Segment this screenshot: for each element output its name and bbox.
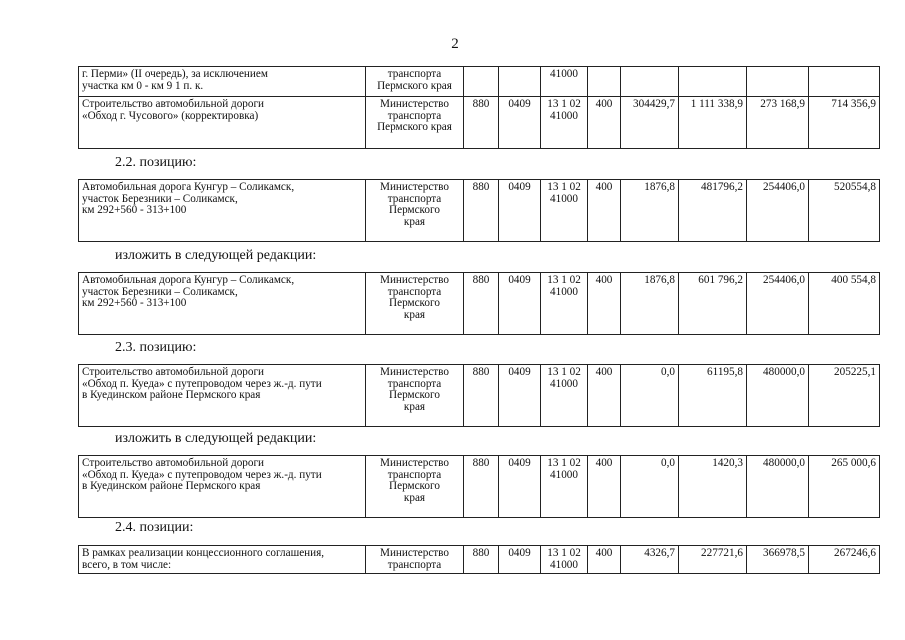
- description-cell: Строительство автомобильной дороги «Обход п. Куеда» с путепроводом через ж.-д. пути в Куединском районе Пермского края: [79, 365, 366, 427]
- code-cell: 880: [464, 456, 499, 518]
- expense-type-cell: 400: [588, 365, 621, 427]
- value-cell: 366978,5: [747, 546, 809, 574]
- description-cell: Автомобильная дорога Кунгур – Соликамск, участок Березники – Соликамск, км 292+560 - 313+100: [79, 180, 366, 242]
- expense-type-cell: 400: [588, 456, 621, 518]
- ministry-cell: Министерство транспорта: [366, 546, 464, 574]
- table-row: [79, 456, 880, 518]
- value-cell: 4326,7: [621, 546, 679, 574]
- table-row: [79, 67, 880, 97]
- value-cell: 265 000,6: [809, 456, 880, 518]
- table-row: [79, 273, 880, 335]
- value-cell: 714 356,9: [809, 97, 880, 149]
- target-code-cell: 13 1 02 41000: [541, 97, 588, 149]
- value-cell: 0,0: [621, 456, 679, 518]
- section-heading-2-4: 2.4. позиции:: [115, 520, 194, 535]
- page-number: 2: [451, 36, 459, 52]
- target-code-cell: 13 1 02 41000: [541, 365, 588, 427]
- budget-table-1: [78, 66, 880, 149]
- section-cell: 0409: [499, 97, 541, 149]
- value-cell: [747, 67, 809, 97]
- expense-type-cell: [588, 67, 621, 97]
- value-cell: 520554,8: [809, 180, 880, 242]
- ministry-cell: Министерство транспорта Пермского края: [366, 273, 464, 335]
- value-cell: 267246,6: [809, 546, 880, 574]
- value-cell: 205225,1: [809, 365, 880, 427]
- new-edition-heading-2: изложить в следующей редакции:: [115, 431, 317, 446]
- ministry-cell: Министерство транспорта Пермского края: [366, 97, 464, 149]
- section-cell: 0409: [499, 546, 541, 574]
- value-cell: 1876,8: [621, 273, 679, 335]
- expense-type-cell: 400: [588, 546, 621, 574]
- expense-type-cell: 400: [588, 273, 621, 335]
- value-cell: 1420,3: [679, 456, 747, 518]
- target-code-cell: 13 1 02 41000: [541, 546, 588, 574]
- description-cell: В рамках реализации концессионного соглашения, всего, в том числе:: [79, 546, 366, 574]
- section-cell: 0409: [499, 456, 541, 518]
- table-row: [79, 365, 880, 427]
- value-cell: 61195,8: [679, 365, 747, 427]
- value-cell: 400 554,8: [809, 273, 880, 335]
- code-cell: 880: [464, 273, 499, 335]
- value-cell: [679, 67, 747, 97]
- value-cell: 1876,8: [621, 180, 679, 242]
- ministry-cell: Министерство транспорта Пермского края: [366, 456, 464, 518]
- code-cell: [464, 67, 499, 97]
- value-cell: 254406,0: [747, 180, 809, 242]
- budget-table-3: [78, 272, 880, 335]
- expense-type-cell: 400: [588, 180, 621, 242]
- code-cell: 880: [464, 180, 499, 242]
- table-row: [79, 546, 880, 574]
- expense-type-cell: 400: [588, 97, 621, 149]
- value-cell: 481796,2: [679, 180, 747, 242]
- budget-table-4: [78, 364, 880, 427]
- code-cell: 880: [464, 365, 499, 427]
- target-code-cell: 13 1 02 41000: [541, 456, 588, 518]
- section-cell: 0409: [499, 365, 541, 427]
- value-cell: 0,0: [621, 365, 679, 427]
- target-code-cell: 13 1 02 41000: [541, 180, 588, 242]
- description-cell: Автомобильная дорога Кунгур – Соликамск, участок Березники – Соликамск, км 292+560 - 313+100: [79, 273, 366, 335]
- value-cell: 227721,6: [679, 546, 747, 574]
- section-cell: 0409: [499, 180, 541, 242]
- value-cell: 480000,0: [747, 365, 809, 427]
- target-code-cell: 13 1 02 41000: [541, 273, 588, 335]
- section-cell: 0409: [499, 273, 541, 335]
- ministry-cell: Министерство транспорта Пермского края: [366, 180, 464, 242]
- section-heading-2-2: 2.2. позицию:: [115, 155, 197, 170]
- code-cell: 880: [464, 546, 499, 574]
- code-cell: 880: [464, 97, 499, 149]
- value-cell: 480000,0: [747, 456, 809, 518]
- section-cell: [499, 67, 541, 97]
- value-cell: 1 111 338,9: [679, 97, 747, 149]
- table-row: [79, 97, 880, 149]
- value-cell: 601 796,2: [679, 273, 747, 335]
- value-cell: 273 168,9: [747, 97, 809, 149]
- budget-table-5: [78, 455, 880, 518]
- table-row: [79, 180, 880, 242]
- value-cell: [809, 67, 880, 97]
- new-edition-heading-1: изложить в следующей редакции:: [115, 248, 317, 263]
- value-cell: [621, 67, 679, 97]
- target-code-cell: 41000: [541, 67, 588, 97]
- section-heading-2-3: 2.3. позицию:: [115, 340, 197, 355]
- ministry-cell: Министерство транспорта Пермского края: [366, 365, 464, 427]
- budget-table-6: [78, 545, 880, 574]
- ministry-cell: транспорта Пермского края: [366, 67, 464, 97]
- description-cell: г. Перми» (II очередь), за исключением участка км 0 - км 9 1 п. к.: [79, 67, 366, 97]
- description-cell: Строительство автомобильной дороги «Обход п. Куеда» с путепроводом через ж.-д. пути в Куединском районе Пермского края: [79, 456, 366, 518]
- description-cell: Строительство автомобильной дороги «Обход г. Чусового» (корректировка): [79, 97, 366, 149]
- value-cell: 254406,0: [747, 273, 809, 335]
- value-cell: 304429,7: [621, 97, 679, 149]
- budget-table-2: [78, 179, 880, 242]
